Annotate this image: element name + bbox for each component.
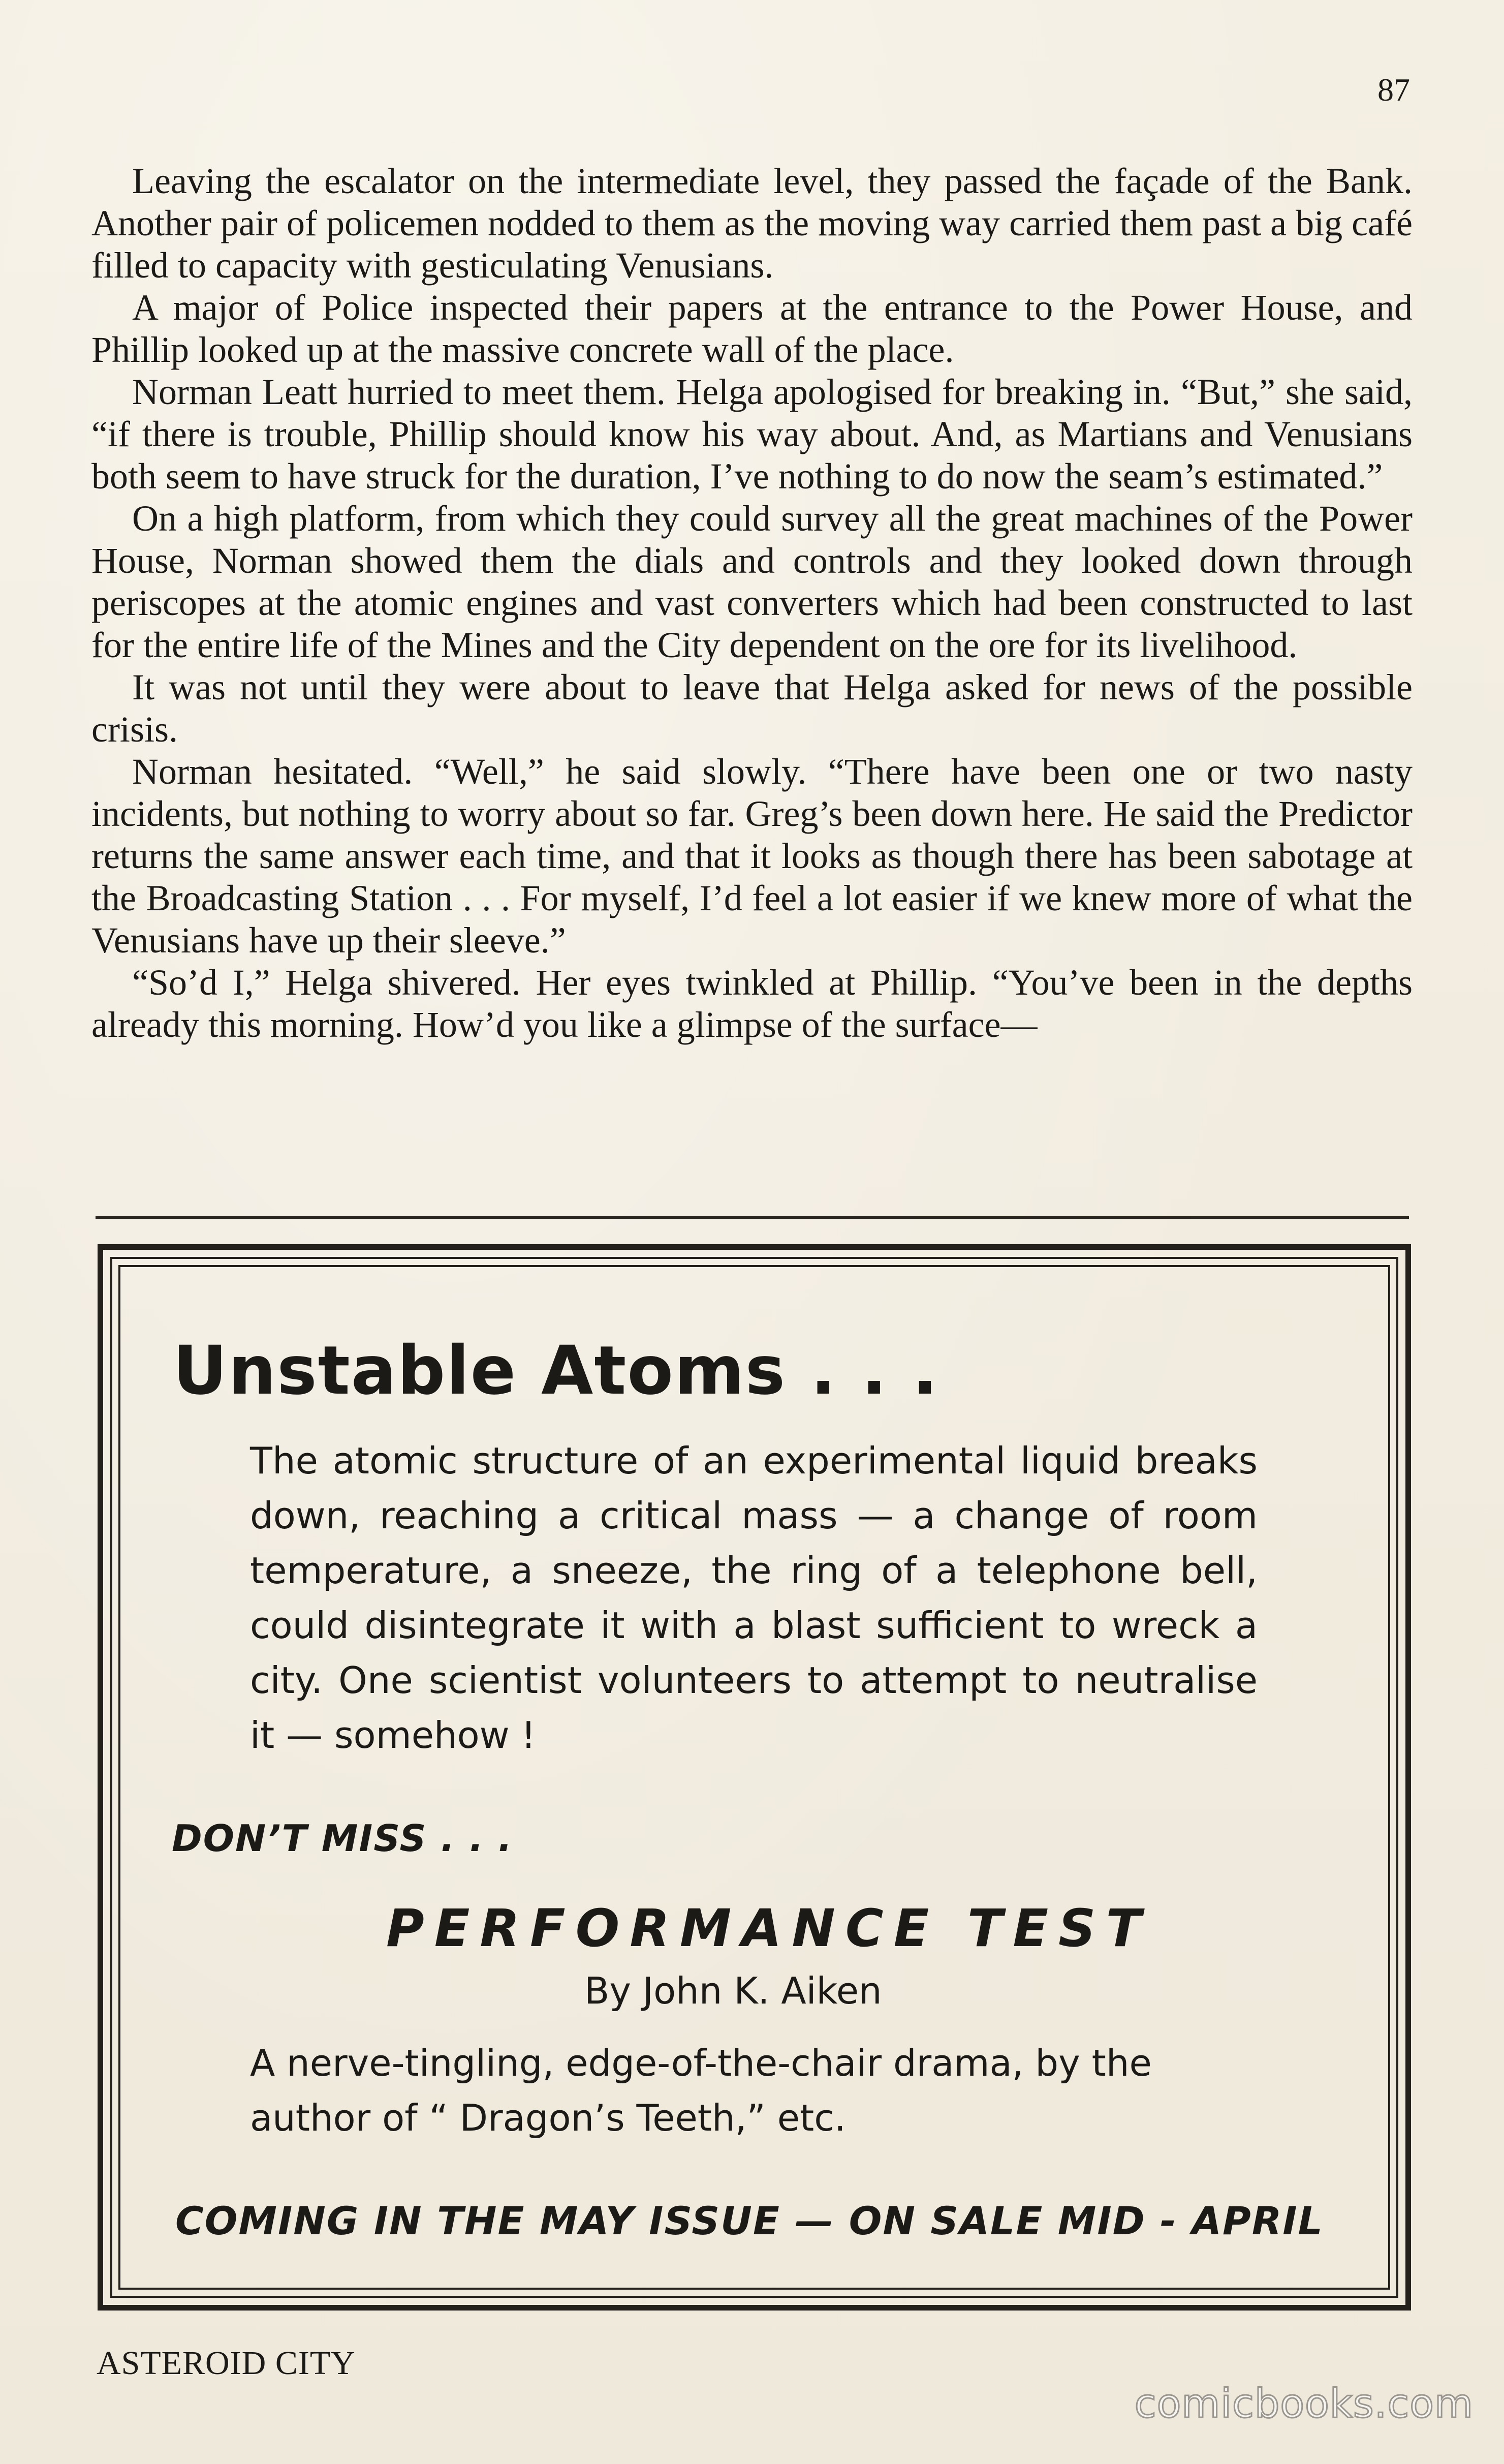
story-paragraph: It was not until they were about to leave that Helga asked for news of the possible crisis. — [91, 667, 1413, 750]
advertisement-description: The atomic structure of an experimental liquid breaks down, reaching a critical mass — a change of room temperature, a sneeze, the ring of a telephone bell, could disintegrate it with a blast sufficient to wreck a city. One scientist volunteers to attempt to neutralise it — somehow ! — [250, 1439, 1258, 1757]
advertisement-headline: Unstable Atoms . . . — [173, 1332, 939, 1410]
watermark: comicbooks.com — [1134, 2381, 1474, 2427]
advertised-story-blurb: A nerve-tingling, edge-of-the-chair drama, by the author of “ Dragon’s Teeth,” etc. — [250, 2042, 1152, 2139]
story-paragraph: Leaving the escalator on the intermediate level, they passed the façade of the Bank. Another pair of policemen nodded to them as the moving way carried them past a big café filled to capacity with gesticulating Venusians. — [91, 161, 1413, 286]
page-number: 87 — [1377, 72, 1410, 108]
advertised-story-byline: By John K. Aiken — [584, 1969, 882, 2012]
story-text — [91, 160, 1413, 1046]
coming-soon-notice: COMING IN THE MAY ISSUE — ON SALE MID - APRIL — [175, 2198, 1324, 2243]
story-paragraph: Norman Leatt hurried to meet them. Helga apologised for breaking in. “But,” she said, “if there is trouble, Phillip should know his way about. And, as Martians and Venusians both seem to have struck for the duration, I’ve nothing to do now the seam’s estimated.” — [91, 372, 1413, 497]
dont-miss-label: DON’T MISS . . . — [172, 1817, 513, 1860]
story-paragraph: On a high platform, from which they could survey all the great machines of the Power House, Norman showed them the dials and controls and they looked down through periscopes at the atomic engines and vast converters which had been constructed to last for the entire life of the Mines and the City dependent on the ore for its livelihood. — [91, 498, 1413, 665]
section-divider — [96, 1216, 1409, 1219]
story-paragraph: A major of Police inspected their papers at the entrance to the Power House, and Phillip looked up at the massive concrete wall of the place. — [91, 287, 1413, 370]
story-paragraph: “So’d I,” Helga shivered. Her eyes twinkled at Phillip. “You’ve been in the depths already this morning. How’d you like a glimpse of the surface— — [91, 962, 1413, 1045]
story-paragraph: Norman hesitated. “Well,” he said slowly. “There have been one or two nasty incidents, but nothing to worry about so far. Greg’s been down here. He said the Predictor returns the same answer each time, and that it looks as though there has been sabotage at the Broadcasting Station . . . For myself, I’d feel a lot easier if we knew more of what the Venusians have up their sleeve.” — [91, 751, 1413, 961]
advertised-story-title: PERFORMANCE TEST — [386, 1898, 1152, 1959]
running-footer: ASTEROID CITY — [97, 2345, 356, 2382]
